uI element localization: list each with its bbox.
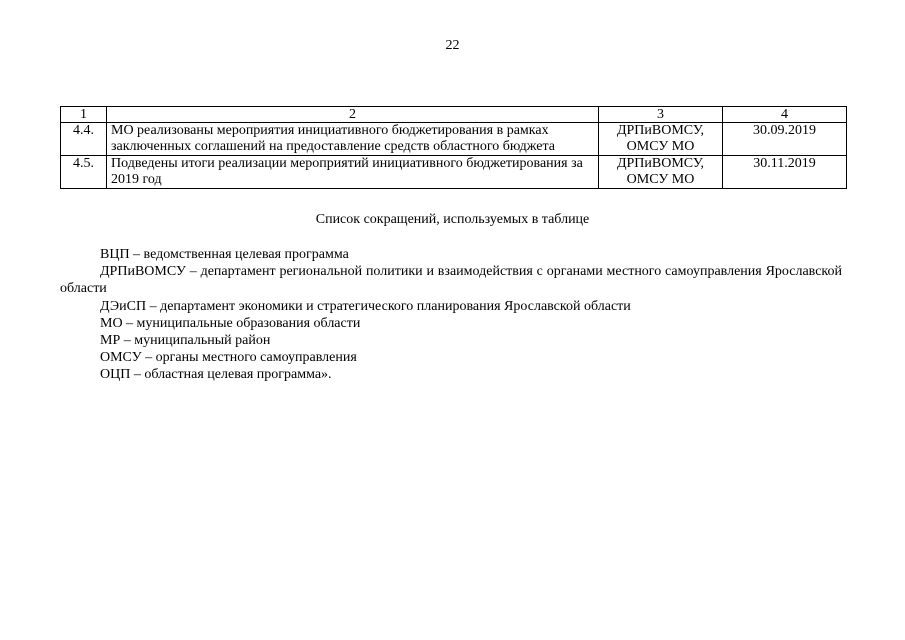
abbreviation-item: МР – муниципальный район	[100, 333, 271, 349]
row-number: 4.4.	[61, 123, 107, 156]
row-executor	[599, 156, 723, 189]
header-cell-2: 2	[107, 107, 599, 123]
row-number: 4.5.	[61, 156, 107, 189]
table-row	[61, 156, 847, 189]
abbreviations-title: Список сокращений, используемых в таблице	[315, 212, 590, 227]
row-date: 30.11.2019	[723, 156, 847, 189]
executor-line: ДРПиВОМСУ,	[616, 156, 705, 171]
abbreviation-item: ВЦП – ведомственная целевая программа	[100, 247, 349, 262]
row-date: 30.09.2019	[723, 123, 847, 156]
executor-line: ОМСУ МО	[626, 139, 695, 154]
abbreviation-item: ОЦП – областная целевая программа».	[100, 367, 332, 383]
abbreviation-item: ДЭиСП – департамент экономики и стратегического планирования Ярославской области	[100, 298, 631, 314]
abbreviation-item: МО – муниципальные образования области	[100, 315, 361, 331]
row-executor	[599, 123, 723, 156]
abbreviations-list	[60, 246, 842, 384]
row-text: Подведены итоги реализации мероприятий инициативного бюджетирования за 2019 год	[107, 156, 599, 189]
executor-line: ОМСУ МО	[626, 172, 695, 187]
executor-line: ДРПиВОМСУ,	[616, 123, 705, 138]
abbreviation-item: ОМСУ – органы местного самоуправления	[100, 350, 357, 366]
header-cell-3: 3	[599, 107, 723, 123]
abbreviation-item: ДРПиВОМСУ – департамент региональной политики и взаимодействия с органами местного самоуправления Ярославской области	[60, 264, 842, 297]
header-cell-1: 1	[61, 107, 107, 123]
plan-table	[60, 106, 847, 189]
table-header-row	[61, 107, 847, 123]
row-text: МО реализованы мероприятия инициативного бюджетирования в рамках заключенных соглашений на предоставление средств областного бюджета	[107, 123, 599, 156]
table-row	[61, 123, 847, 156]
page-number: 22	[445, 38, 460, 53]
header-cell-4: 4	[723, 107, 847, 123]
